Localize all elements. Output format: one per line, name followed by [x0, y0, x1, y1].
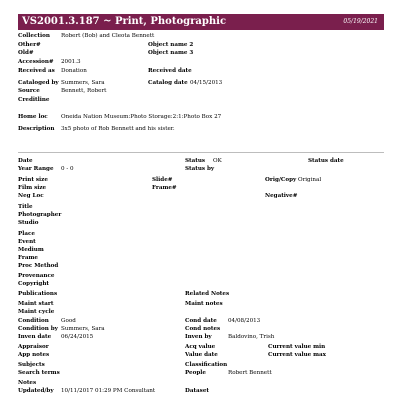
source-label: Source — [18, 88, 40, 94]
record-header — [18, 14, 384, 30]
current-value-min-label: Current value min — [268, 344, 326, 350]
other-no-label: Other# — [18, 42, 41, 48]
status-value: OK — [213, 158, 222, 164]
section-divider — [18, 152, 384, 153]
creditline-label: Creditline — [18, 97, 50, 103]
source-value: Bennett, Robert — [61, 88, 107, 94]
neg-loc-label: Neg Loc — [18, 193, 44, 199]
inven-date-label: Inven date — [18, 334, 52, 340]
dataset-label: Dataset — [185, 388, 209, 394]
people-label: People — [185, 370, 206, 376]
accession-no-value: 2001.3 — [61, 59, 81, 65]
inven-by-value: Baldovino, Trish — [228, 334, 275, 340]
cond-notes-label: Cond notes — [185, 326, 221, 332]
inven-date-value: 06/24/2015 — [61, 334, 94, 340]
status-by-label: Status by — [185, 166, 215, 172]
app-notes-label: App notes — [18, 352, 50, 358]
condition-label: Condition — [18, 318, 49, 324]
cond-date-label: Cond date — [185, 318, 217, 324]
year-range-label: Year Range — [18, 166, 54, 172]
collection-label: Collection — [18, 33, 50, 39]
updated-by-label: Updated/by — [18, 388, 54, 394]
related-notes-label: Related Notes — [185, 291, 230, 297]
record-title: VS2001.3.187 ~ Print, Photographic — [22, 16, 227, 27]
maint-start-label: Maint start — [18, 301, 54, 307]
status-date-label: Status date — [308, 158, 344, 164]
frame-label: Frame — [18, 255, 38, 261]
condition-by-value: Summers, Sara — [61, 326, 105, 332]
current-value-max-label: Current value max — [268, 352, 327, 358]
title-label: Title — [18, 204, 33, 210]
description-label: Description — [18, 126, 55, 132]
collection-value: Robert (Bob) and Cleota Bennett — [61, 33, 155, 39]
appraisor-label: Appraisor — [18, 344, 49, 350]
old-no-label: Old# — [18, 50, 34, 56]
description-value: 3x5 photo of Rob Bennett and his sister. — [61, 126, 175, 132]
year-range-value: 0 - 0 — [61, 166, 74, 172]
catalog-date-label: Catalog date — [148, 80, 188, 86]
value-date-label: Value date — [185, 352, 218, 358]
medium-label: Medium — [18, 247, 44, 253]
notes-label: Notes — [18, 380, 37, 386]
publications-label: Publications — [18, 291, 58, 297]
event-label: Event — [18, 239, 36, 245]
condition-value: Good — [61, 318, 76, 324]
condition-by-label: Condition by — [18, 326, 58, 332]
maint-notes-label: Maint notes — [185, 301, 223, 307]
slide-no-label: Slide# — [152, 177, 173, 183]
received-as-label: Received as — [18, 68, 55, 74]
cataloged-by-value: Summers, Sara — [61, 80, 105, 86]
received-as-value: Donation — [61, 68, 87, 74]
print-size-label: Print size — [18, 177, 48, 183]
cataloged-by-label: Cataloged by — [18, 80, 59, 86]
people-value: Robert Bennett — [228, 370, 272, 376]
proc-method-label: Proc Method — [18, 263, 59, 269]
home-loc-label: Home loc — [18, 114, 48, 120]
acq-value-label: Acq value — [185, 344, 216, 350]
cond-date-value: 04/08/2013 — [228, 318, 261, 324]
date-label: Date — [18, 158, 33, 164]
updated-by-value: 10/11/2017 01:29 PM Consultant — [61, 388, 156, 394]
object-name-2-label: Object name 2 — [148, 42, 194, 48]
classification-label: Classification — [185, 362, 228, 368]
inven-by-label: Inven by — [185, 334, 212, 340]
catalog-date-value: 04/15/2013 — [190, 80, 223, 86]
accession-no-label: Accession# — [18, 59, 54, 65]
copyright-label: Copyright — [18, 281, 49, 287]
orig-copy-value: Original — [298, 177, 322, 183]
provenance-label: Provenance — [18, 273, 55, 279]
orig-copy-label: Orig/Copy — [265, 177, 297, 183]
maint-cycle-label: Maint cycle — [18, 309, 55, 315]
place-label: Place — [18, 231, 35, 237]
photographer-label: Photographer — [18, 212, 62, 218]
search-terms-label: Search terms — [18, 370, 60, 376]
film-size-label: Film size — [18, 185, 47, 191]
negative-no-label: Negative# — [265, 193, 298, 199]
received-date-label: Received date — [148, 68, 192, 74]
status-label: Status — [185, 158, 206, 164]
print-date: 05/19/2021 — [343, 18, 378, 25]
home-loc-value: Oneida Nation Museum:Photo Storage:2:1:Photo Box 27 — [61, 114, 222, 120]
studio-label: Studio — [18, 220, 39, 226]
frame-no-label: Frame# — [152, 185, 177, 191]
object-name-3-label: Object name 3 — [148, 50, 194, 56]
subjects-label: Subjects — [18, 362, 45, 368]
